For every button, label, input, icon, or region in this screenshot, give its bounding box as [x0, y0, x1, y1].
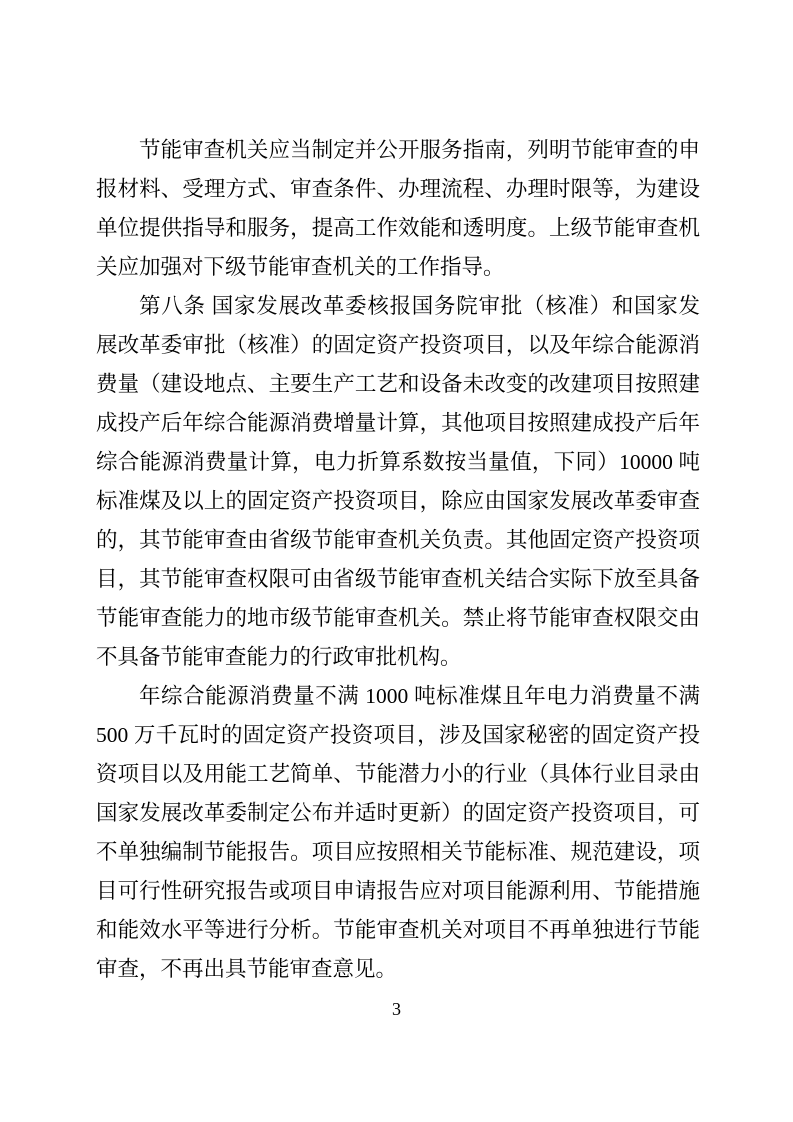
document-body	[96, 131, 700, 989]
paragraph-article-8: 第八条 国家发展改革委核报国务院审批（核准）和国家发展改革委审批（核准）的固定资产投资项目，以及年综合能源消费量（建设地点、主要生产工艺和设备未改变的改建项目按照建成投产后年综合能源消费增量计算，其他项目按照建成投产后年综合能源消费量计算，电力折算系数按当量值，下同）10000 吨标准煤及以上的固定资产投资项目，除应由国家发展改革委审查的，其节能审查由省级节能审查机关负责。其他固定资产投资项目，其节能审查权限可由省级节能审查机关结合实际下放至具备节能审查能力的地市级节能审查机关。禁止将节能审查权限交由不具备节能审查能力的行政审批机构。	[96, 294, 700, 669]
page-number: 3	[392, 999, 401, 1019]
paragraph-service-guide: 节能审查机关应当制定并公开服务指南，列明节能审查的申报材料、受理方式、审查条件、办理流程、办理时限等，为建设单位提供指导和服务，提高工作效能和透明度。上级节能审查机关应加强对下级节能审查机关的工作指导。	[96, 138, 700, 279]
paragraph-exempt-projects: 年综合能源消费量不满 1000 吨标准煤且年电力消费量不满 500 万千瓦时的固定资产投资项目，涉及国家秘密的固定资产投资项目以及用能工艺简单、节能潜力小的行业（具体行业目录由国家发展改革委制定公布并适时更新）的固定资产投资项目，可不单独编制节能报告。项目应按照相关节能标准、规范建设，项目可行性研究报告或项目申请报告应对项目能源利用、节能措施和能效水平等进行分析。节能审查机关对项目不再单独进行节能审查，不再出具节能审查意见。	[96, 684, 700, 981]
